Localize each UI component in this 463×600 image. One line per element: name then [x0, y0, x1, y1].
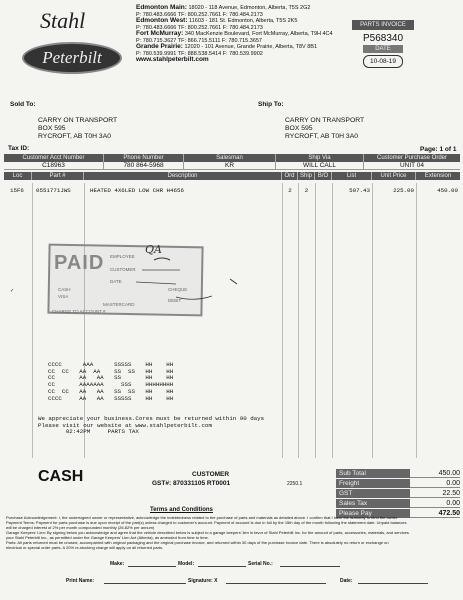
ship-to-address — [285, 117, 364, 141]
check-mark: ✓ — [10, 288, 15, 294]
logo-peterbilt-badge: Peterbilt — [22, 42, 122, 74]
register-code: 2250.1 — [287, 481, 303, 487]
total-label-please-pay: Please Pay — [336, 509, 410, 518]
branch-name: Fort McMurray: — [136, 30, 184, 37]
cell-extension: 450.00 — [437, 187, 458, 194]
stamp-field-cheque: CHEQUE — [168, 287, 188, 292]
paid-stamp-text: PAID — [54, 252, 105, 274]
make-label: Make: — [110, 561, 125, 567]
banner-line: CC AAAAAAA SSS HHHHHHHH — [48, 381, 174, 389]
cell-loc: 15F6 — [10, 187, 24, 194]
stamp-field-cash: CASH — [58, 287, 71, 292]
stamp-field-mastercard: MASTERCARD — [103, 302, 135, 307]
total-value-freight: 0.00 — [410, 479, 460, 488]
serial-label: Serial No.: — [248, 561, 273, 567]
line-header-cell: Part # — [32, 172, 84, 180]
column-rule — [372, 183, 373, 458]
branch-phones: P: 780.715.3627 TF: 866.715.5111 F: 780.715.3657 — [136, 37, 262, 44]
line-header-cell: Unit Price — [372, 172, 416, 180]
banner-line: CCCC AA AA SSSSS HH HH — [48, 394, 174, 402]
banner-line: CC CC AA AA SS SS HH HH — [48, 367, 174, 375]
banner-line: CC AA AA SS HH HH — [48, 374, 174, 382]
line-header-cell: List — [332, 172, 372, 180]
terms-line: Purchase Acknowledgement: I, the undersigned owner or representative, acknowledge the indebtedness related to the purchase of parts and materials as detailed above. I confirm that I have the authority to bind the owner. — [6, 515, 399, 520]
address-line: CARRY ON TRANSPORT — [285, 117, 365, 124]
stamp-field-customer: CUSTOMER — [110, 267, 136, 272]
line-header-cell: Loc — [4, 172, 32, 180]
branch-phones: P: 780.483.6666 TF: 800.252.7661 F: 780.484.2173 — [136, 11, 263, 18]
branch-list — [136, 5, 351, 64]
customer-label: CUSTOMER — [192, 471, 230, 478]
cell-description: HEATED 4X6LED LOW CHR H4656 — [90, 187, 184, 194]
model-label: Model: — [178, 561, 195, 567]
terms-line: will be charged interest of 2% per month compounded monthly (26.82% per annum) — [6, 525, 155, 530]
invoice-date-label: DATE — [363, 45, 403, 53]
info-header-cell: Salesman — [184, 154, 276, 162]
stamp-field-visa: VISA — [58, 294, 69, 299]
logo-stahl: Stahl — [40, 8, 86, 33]
line-header-row — [4, 172, 460, 180]
info-header-cell: Customer Purchase Order — [376, 155, 448, 161]
branch-name: Grande Prairie: — [136, 43, 183, 50]
page-number: Page: 1 of 1 — [420, 146, 457, 153]
ship-to-label: Ship To: — [258, 101, 284, 108]
branch-address: 340 MacKenzie Boulevard, Fort McMurray, Alberta, T9H 4C4 — [184, 31, 333, 37]
address-line: BOX 595 — [38, 125, 66, 132]
tax-id-label: Tax ID: — [8, 145, 30, 152]
column-rule — [298, 183, 299, 458]
branch-name: Edmonton West: — [136, 17, 188, 24]
column-rule — [416, 183, 417, 458]
terms-title: Terms and Conditions — [150, 507, 213, 513]
info-value-cell: KR — [184, 162, 276, 170]
website-url: www.stahlpeterbilt.com — [136, 56, 209, 63]
signature-field[interactable] — [226, 578, 326, 584]
info-header-cell: Customer Acct Number — [4, 154, 104, 162]
cell-bo — [315, 187, 332, 194]
table-row — [4, 187, 460, 194]
terms-body — [6, 515, 446, 550]
line-header-cell: Ord — [282, 172, 298, 180]
make-field[interactable] — [128, 561, 176, 567]
cell-list: 507.43 — [349, 187, 370, 194]
info-value-cell: WILL CALL — [276, 162, 364, 170]
info-value-row — [4, 162, 460, 170]
line-header-cell: Extension — [424, 173, 452, 179]
total-label-freight: Freight — [336, 479, 410, 488]
total-label-sales-tax: Sales Tax — [336, 499, 410, 508]
total-value-sales-tax: 0.00 — [410, 499, 460, 508]
signature-label: Signature: X — [188, 578, 218, 584]
address-line: CARRY ON TRANSPORT — [38, 117, 118, 124]
branch-address: 11603 - 181 St. Edmonton, Alberta, T5S 2K5 — [189, 18, 298, 24]
invoice-box — [352, 20, 414, 68]
info-header-row — [4, 154, 460, 162]
terms-line: electrical or special order parts. A 20% re-stocking charge will apply on all returned parts. — [6, 545, 164, 550]
date-label: Date: — [340, 578, 353, 584]
column-rule — [332, 183, 333, 458]
print-name-label: Print Name: — [66, 578, 95, 584]
info-header-cell: Phone Number — [104, 154, 184, 162]
terms-line: Payment Terms: Payment for parts purchase is due upon receipt of the part(s) unless charged to customer's account. Payment of account is due in full by the 15th day of the month following the statement date. Unpaid balances — [6, 520, 407, 525]
handwriting-scribble — [46, 242, 286, 332]
date-field[interactable] — [358, 578, 428, 584]
total-label-gst: GST — [336, 489, 410, 498]
address-line: RYCROFT, AB T0H 3A0 — [285, 133, 359, 140]
cell-part: 0551771JWS — [36, 187, 71, 194]
branch-name: Edmonton Main: — [136, 4, 187, 11]
branch-address: 12020 - 101 Avenue, Grande Prairie, Alberta, T8V 8B1 — [184, 44, 317, 50]
invoice-message — [38, 409, 264, 443]
line-header-cell: Ship — [298, 172, 315, 180]
info-value-cell: C18963 — [4, 162, 104, 170]
gst-number: GST#: 870331105 RT0001 — [152, 480, 231, 487]
total-value-please-pay: 472.50 — [410, 509, 460, 518]
message-line: Please visit our website at www.stahlpeterbilt.com — [38, 421, 212, 429]
banner-line: CC CC AA AA SS SS HH HH — [48, 387, 174, 395]
stamp-field-debit: DEBIT — [168, 298, 182, 303]
handwritten-initials: QA — [145, 243, 162, 256]
print-name-field[interactable] — [104, 578, 186, 584]
payment-method: CASH — [38, 468, 84, 485]
stamp-field-employee: EMPLOYEE — [110, 254, 135, 259]
invoice-number: P568340 — [362, 33, 404, 44]
message-line: 02:42PM PARTS TAX — [38, 428, 139, 436]
invoice-header-label: PARTS INVOICE — [352, 20, 414, 30]
total-value-gst: 22.50 — [410, 489, 460, 498]
branch-phones: P: 780.539.9991 TF: 888.538.5414 F: 780.539.9902 — [136, 50, 263, 57]
message-line: We appreciate your business.Cores must be returned within 90 days — [38, 414, 265, 422]
cell-unit-price: 225.00 — [393, 187, 414, 194]
cash-ascii-banner — [48, 355, 173, 409]
total-value-subtotal: 450.00 — [410, 469, 460, 478]
info-header-cell: Ship Via — [276, 154, 364, 162]
total-label-subtotal: Sub Total — [336, 469, 410, 478]
info-value-cell: 780 864-5968 — [104, 162, 184, 170]
sold-to-address — [38, 117, 117, 141]
model-field[interactable] — [198, 561, 246, 567]
column-rule — [32, 183, 33, 458]
terms-line: Garage Keepers' Lien: By signing below you acknowledge and agree that the vehicle described below is subject to a garage keepers' lien in favor of Stahl Peterbilt Inc. for the amount of parts, accessories, materials, and services — [6, 530, 409, 535]
address-line: RYCROFT, AB T0H 3A0 — [38, 133, 112, 140]
invoice-date: 10-08-19 — [363, 55, 403, 68]
terms-line: Parts: All parts returned must be unused, accompanied with original packaging and the original purchase invoice, and returned within 30 days of the purchase invoice date. There is absolutely no return or exchange on — [6, 540, 389, 545]
line-header-cell: Description — [84, 172, 282, 180]
column-rule — [315, 183, 316, 458]
cell-ord: 2 — [288, 187, 292, 194]
serial-field[interactable] — [280, 561, 340, 567]
terms-line: your Stahl Peterbilt Inc., as permitted under the Garage Keepers' Lien Act (Alberta), as amended from time to time. — [6, 535, 209, 540]
cell-ship: 2 — [304, 187, 309, 194]
banner-line: CCCC AAA SSSSS HH HH — [48, 360, 174, 368]
stamp-field-date: DATE — [110, 279, 122, 284]
address-line: BOX 595 — [285, 125, 313, 132]
branch-phones: P: 780.483.6666 TF: 800.252.7661 F: 780.484.2173 — [136, 24, 263, 31]
branch-address: 18020 - 118 Avenue, Edmonton, Alberta, T5S 2G2 — [188, 5, 311, 11]
stamp-field-charge-account: CHARGE TO ACCOUNT # — [52, 309, 106, 314]
line-header-cell: B/O — [315, 172, 332, 180]
sold-to-label: Sold To: — [10, 101, 36, 108]
info-value-cell: UNIT 04 — [364, 162, 460, 170]
